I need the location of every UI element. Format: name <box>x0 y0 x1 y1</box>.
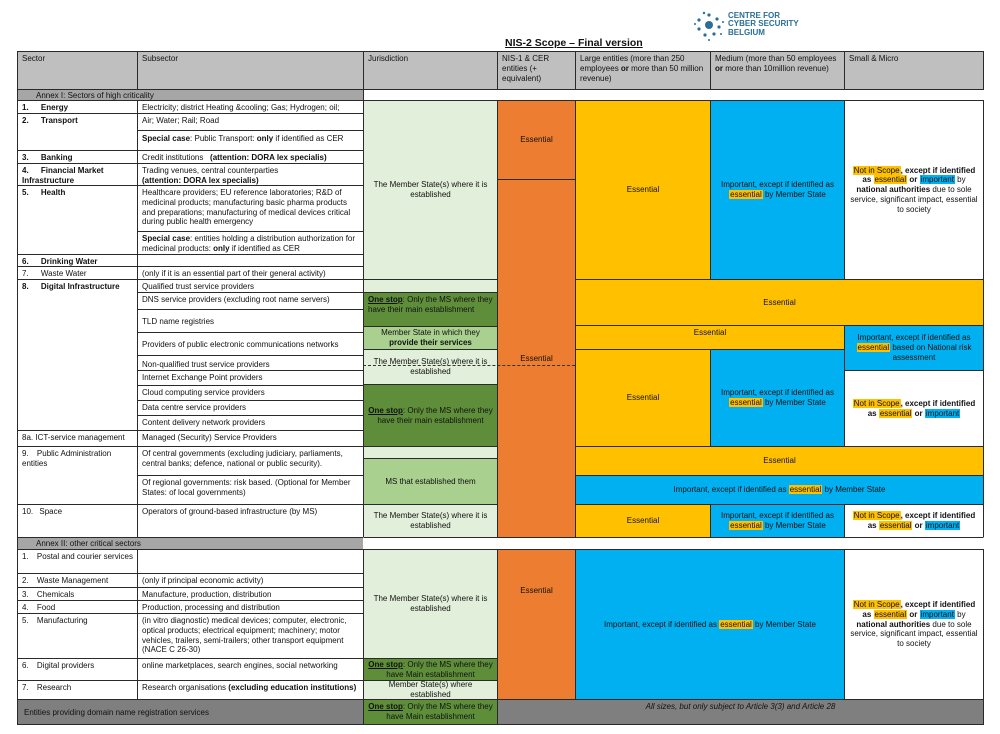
sector2-research: 7. Research <box>17 680 138 700</box>
sector-space: 10. Space <box>17 504 138 538</box>
logo-line-1: CENTRE FOR <box>728 11 780 20</box>
page-title: NIS-2 Scope – Final version <box>505 37 643 49</box>
subsector-transport: Air; Water; Rail; Road <box>137 113 364 131</box>
subsector-transport-special: Special case: Public Transport: only if identified as CER <box>137 130 364 151</box>
jur2-ms-where-established: Member State(s) where established <box>363 680 498 700</box>
subsector2-food: Production, processing and distribution <box>137 600 364 614</box>
annex-1-label: Annex I: Sectors of high criticality <box>17 89 364 101</box>
subsector-health: Healthcare providers; EU reference laboratories; R&D of medicinal products; manufacturing basic pharma products and preparations; manufacturing of medical devices critical during public health emergency <box>137 185 364 232</box>
sector-ict: 8a. ICT-service management <box>17 430 138 447</box>
subsector-fmi: Trading venues, central counterparties (attention: DORA lex specialis) <box>137 163 364 186</box>
small-important-telecom: Important, except if identified as essential based on National risk assessment <box>844 325 984 371</box>
essential-row-dns: Essential <box>575 279 984 326</box>
subsector-health-special: Special case: entities holding a distribution authorization for medicinal products: only if identified as CER <box>137 231 364 255</box>
logo-line-3: BELGIUM <box>728 27 765 37</box>
subsector-banking: Credit institutions (attention: DORA lex specialis) <box>137 150 364 164</box>
jur-one-stop-dns: One stop: Only the MS where they have their main establishment <box>363 292 498 333</box>
subsector2-research: Research organisations (excluding education institutions) <box>137 680 364 700</box>
medium-important-1: Important, except if identified as essential by Member State <box>710 100 845 280</box>
sector2-postal: 1. Postal and courier services <box>17 549 138 574</box>
subsector-di-0: Qualified trust service providers <box>137 279 364 293</box>
header-large: Large entities (more than 250 employees or more than 50 million revenue) <box>575 51 711 90</box>
sector-energy: 1. Energy <box>17 100 138 114</box>
subsector2-manufacturing: (in vitro diagnostic) medical devices; computer, electronic, optical products; electrical equipment; machinery; motor vehicles, trailers, semi-trailers; other transport equipment (NACE C 26-30) <box>137 613 364 659</box>
sector-health: 5. Health <box>17 185 138 255</box>
large-essential-2: Essential <box>575 349 711 447</box>
jur-ms-established-them: MS that established them <box>363 458 498 505</box>
jur-qtsp <box>363 279 498 293</box>
important-row-pa: Important, except if identified as essential by Member State <box>575 475 984 505</box>
essential-row-pa: Essential <box>575 446 984 476</box>
jur-domain-one-stop: One stop: Only the MS where they have Main establishment <box>363 699 498 725</box>
annex-2-label: Annex II: other critical sectors <box>17 537 364 550</box>
header-medium: Medium (more than 50 employees or more than 10million revenue) <box>710 51 845 90</box>
jur-ms-established-1: The Member State(s) where it is established <box>363 100 498 280</box>
sector-public-admin: 9. Public Administration entities <box>17 446 138 505</box>
subsector-pa-regional: Of regional governments: risk based. (Optional for Member States: of local governments) <box>137 475 364 505</box>
subsector2-postal <box>137 549 364 574</box>
essential-row-telecom: Essential <box>575 325 845 350</box>
nis1-essential-2: Essential <box>497 179 576 538</box>
jur-ms-established-2: The Member State(s) where it is established <box>363 349 498 385</box>
subsector2-digital: online marketplaces, search engines, social networking <box>137 658 364 681</box>
subsector-energy: Electricity; district Heating &cooling; Gas; Hydrogen; oil; <box>137 100 364 114</box>
sector-waste-water: 7. Waste Water <box>17 266 138 280</box>
subsector-di-5: Internet Exchange Point providers <box>137 370 364 386</box>
header-sector: Sector <box>17 51 138 90</box>
header-small: Small & Micro <box>844 51 984 90</box>
sector2-digital: 6. Digital providers <box>17 658 138 681</box>
sector2-chemicals: 3. Chemicals <box>17 587 138 601</box>
small-not-in-scope-space: Not in Scope, except if identified as essential or important <box>844 504 984 538</box>
subsector-di-8: Content delivery network providers <box>137 415 364 431</box>
logo <box>692 6 812 44</box>
subsector-ict: Managed (Security) Service Providers <box>137 430 364 447</box>
header-jurisdiction: Jurisdiction <box>363 51 498 90</box>
nis1-essential-annex2: Essential <box>497 549 576 700</box>
sector2-manufacturing: 5. Manufacturing <box>17 613 138 659</box>
sector2-food: 4. Food <box>17 600 138 614</box>
header-subsector: Subsector <box>137 51 364 90</box>
domain-all-sizes: All sizes, but only subject to Article 3(3) and Article 28 <box>497 699 984 725</box>
sector-banking: 3. Banking <box>17 150 138 164</box>
subsector2-chemicals: Manufacture, production, distribution <box>137 587 364 601</box>
subsector2-waste: (only if principal economic activity) <box>137 573 364 588</box>
subsector-di-3: Providers of public electronic communications networks <box>137 332 364 356</box>
subsector-pa-central: Of central governments (excluding judiciary, parliaments, central banks; defence, national or public security). <box>137 446 364 476</box>
logo-mark-icon <box>692 8 726 42</box>
domain-registration-row: Entities providing domain name registration services <box>17 699 364 725</box>
jur-one-stop-cloud: One stop: Only the MS where they have their main establishment <box>363 384 498 447</box>
jur-ms-provide: Member State in which they provide their services <box>363 326 498 350</box>
sector2-waste: 2. Waste Management <box>17 573 138 588</box>
subsector-di-7: Data centre service providers <box>137 400 364 416</box>
sector-fmi: 4. Financial Market Infrastructure <box>17 163 138 186</box>
small-not-in-scope-1: Not in Scope, except if identified as essential or important by national authorities due to sole service, significant impact, essential to society <box>844 100 984 280</box>
nis1-essential-1: Essential <box>497 100 576 180</box>
small-not-in-scope-2: Not in Scope, except if identified as essential or important <box>844 370 984 447</box>
medium-important-2: Important, except if identified as essential by Member State <box>710 349 845 447</box>
subsector-di-1: DNS service providers (excluding root name servers) <box>137 292 364 310</box>
sector-digital-infra: 8. Digital Infrastructure <box>17 279 138 431</box>
large-essential-1: Essential <box>575 100 711 280</box>
jur2-one-stop: One stop: Only the MS where they have Main establishment <box>363 658 498 681</box>
small-not-in-scope-annex2: Not in Scope, except if identified as essential or important by national authorities due to sole service, significant impact, essential to society <box>844 549 984 700</box>
jur-space: The Member State(s) where it is established <box>363 504 498 538</box>
sector-drinking-water: 6. Drinking Water <box>17 254 138 267</box>
subsector-waste-water: (only if it is an essential part of their general activity) <box>137 266 364 280</box>
header-nis1: NIS-1 & CER entities (+ equivalent) <box>497 51 576 90</box>
subsector-di-6: Cloud computing service providers <box>137 385 364 401</box>
dashed-separator <box>363 365 575 366</box>
jur2-ms-established: The Member State(s) where it is established <box>363 549 498 659</box>
subsector-space: Operators of ground-based infrastructure (by MS) <box>137 504 364 538</box>
sector-transport: 2. Transport <box>17 113 138 151</box>
subsector-di-2: TLD name registries <box>137 309 364 333</box>
large-essential-space: Essential <box>575 504 711 538</box>
medium-important-space: Important, except if identified as essential by Member State <box>710 504 845 538</box>
annex2-important: Important, except if identified as essential by Member State <box>575 549 845 700</box>
subsector-di-4: Non-qualified trust service providers <box>137 355 364 371</box>
logo-line-2: CYBER SECURITY <box>728 19 799 29</box>
